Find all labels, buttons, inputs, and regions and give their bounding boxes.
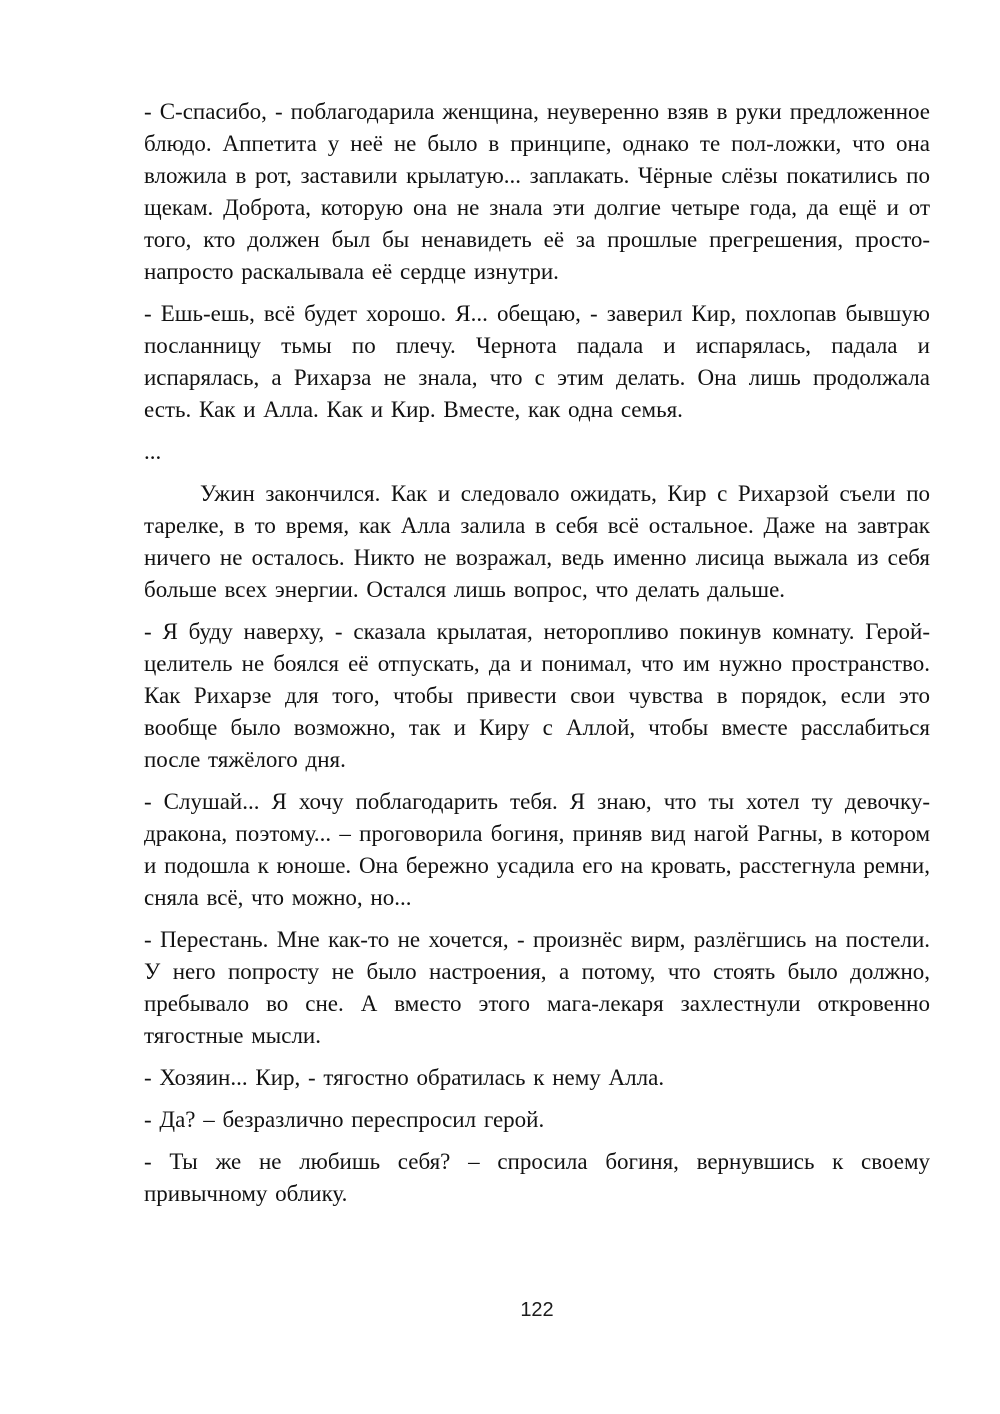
paragraph: - Слушай... Я хочу поблагодарить тебя. Я знаю, что ты хотел ту девочку-дракона, поэтому... – проговорила богиня, приняв вид нагой Рагны, в котором и подошла к юноше. Она бережно усадила его на кровать, расстегнула ремни, сняла всё, что можно, но... [144, 789, 930, 910]
paragraph: - С-спасибо, - поблагодарила женщина, неуверенно взяв в руки предложенное блюдо. Аппетита у неё не было в принципе, однако те пол-ложки, что она вложила в рот, заставили крылатую... заплакать. Чёрные слёзы покатились по щекам. Доброта, которую она не знала эти долгие четыре года, да ещё и от того, кто должен был бы ненавидеть её за прошлые прегрешения, просто-напросто раскалывала её сердце изнутри. [144, 99, 930, 284]
paragraph: - Ты же не любишь себя? – спросила богиня, вернувшись к своему привычному облику. [144, 1149, 930, 1206]
paragraph: ... [144, 439, 162, 464]
paragraph: Ужин закончился. Как и следовало ожидать, Кир с Рихарзой съели по тарелке, в то время, как Алла залила в себя всё остальное. Даже на завтрак ничего не осталось. Никто не возражал, ведь именно лисица выжала из себя больше всех энергии. Остался лишь вопрос, что делать дальше. [144, 481, 930, 602]
paragraph: - Да? – безразлично переспросил герой. [144, 1107, 545, 1132]
paragraph: - Я буду наверху, - сказала крылатая, неторопливо покинув комнату. Герой-целитель не боялся её отпускать, да и понимал, что им нужно пространство. Как Рихарзе для того, чтобы привести свои чувства в порядок, если это вообще было возможно, так и Киру с Аллой, чтобы вместе расслабиться после тяжёлого дня. [144, 619, 930, 772]
text-column [144, 96, 930, 1220]
paragraph: - Перестань. Мне как-то не хочется, - произнёс вирм, разлёгшись на постели. У него попросту не было настроения, а потому, что стоять было должно, пребывало во сне. А вместо этого мага-лекаря захлестнули откровенно тягостные мысли. [144, 927, 930, 1048]
paragraph: - Хозяин... Кир, - тягостно обратилась к нему Алла. [144, 1065, 665, 1090]
paragraph: - Ешь-ешь, всё будет хорошо. Я... обещаю, - заверил Кир, похлопав бывшую посланницу тьмы по плечу. Чернота падала и испарялась, падала и испарялась, а Рихарза не знала, что с этим делать. Она лишь продолжала есть. Как и Алла. Как и Кир. Вместе, как одна семья. [144, 301, 930, 422]
page-number: 122 [520, 1299, 554, 1321]
